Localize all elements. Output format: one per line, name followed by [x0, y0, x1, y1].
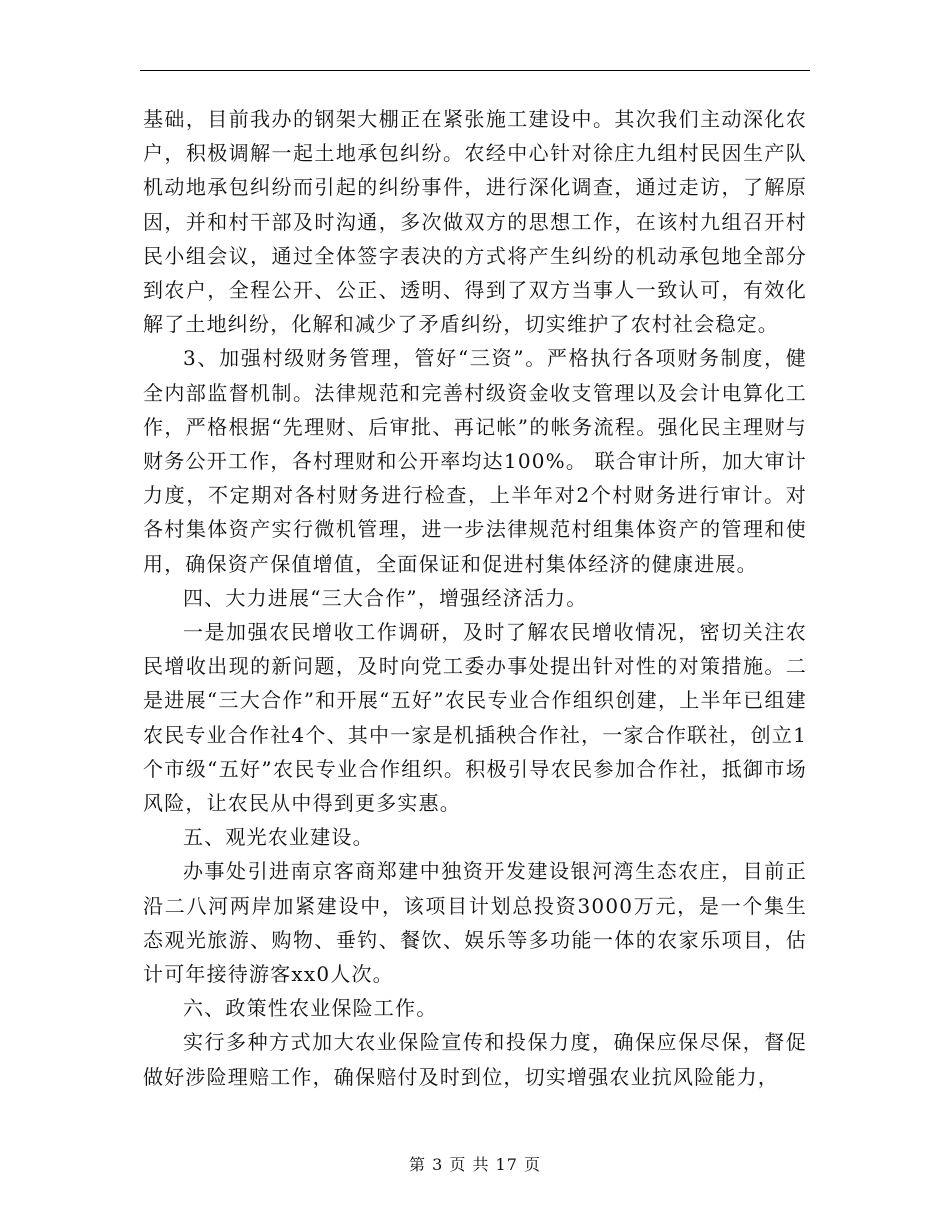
paragraph-land-dispute: 基础，目前我办的钢架大棚正在紧张施工建设中。其次我们主动深化农户，积极调解一起土地承包纠纷。农经中心针对徐庄九组村民因生产队机动地承包纠纷而引起的纠纷事件，进行深化调查，通过走访，了解原因，并和村干部及时沟通，多次做双方的思想工作，在该村九组召开村民小组会议，通过全体签字表决的方式将产生纠纷的机动承包地全部分到农户，全程公开、公正、透明、得到了双方当事人一致认可，有效化解了土地纠纷，化解和减少了矛盾纠纷，切实维护了农村社会稳定。	[143, 107, 807, 337]
paragraph-cooperation: 一是加强农民增收工作调研，及时了解农民增收情况，密切关注农民增收出现的新问题，及时向党工委办事处提出针对性的对策措施。二是进展“三大合作”和开展“五好”农民专业合作组织创建，上半年已组建农民专业合作社4个、其中一家是机插秧合作社，一家合作联社，创立1个市级“五好”农民专业合作组织。积极引导农民参加合作社，抵御市场风险，让农民从中得到更多实惠。	[143, 620, 807, 816]
document-body	[143, 102, 807, 1094]
paragraph-agri-insurance: 实行多种方式加大农业保险宣传和投保力度，确保应保尽保，督促做好涉险理赔工作，确保赔付及时到位，切实增强农业抗风险能力，	[143, 1030, 807, 1089]
paragraph-village-finance: 3、加强村级财务管理，管好“三资”。严格执行各项财务制度，健全内部监督机制。法律规范和完善村级资金收支管理以及会计电算化工作，严格根据“先理财、后审批、再记帐”的帐务流程。强化民主理财与财务公开工作，各村理财和公开率均达100%。 联合审计所，加大审计力度，不定期对各村财务进行检查，上半年对2个村财务进行审计。对各村集体资产实行微机管理，进一步法律规范村组集体资产的管理和使用，确保资产保值增值，全面保证和促进村集体经济的健康进展。	[143, 346, 807, 576]
section-heading-tourism-agriculture: 五、观光农业建设。	[183, 825, 374, 850]
header-rule	[140, 70, 810, 71]
section-heading-cooperation: 四、大力进展“三大合作”，增强经济活力。	[183, 585, 588, 610]
page-number-footer: 第 3 页 共 17 页	[409, 1155, 541, 1174]
paragraph-tourism-agriculture: 办事处引进南京客商郑建中独资开发建设银河湾生态农庄，目前正沿二八河两岸加紧建设中，该项目计划总投资3000万元，是一个集生态观光旅游、购物、垂钓、餐饮、娱乐等多功能一体的农家乐项目，估计可年接待游客xx0人次。	[143, 859, 807, 987]
section-heading-agri-insurance: 六、政策性农业保险工作。	[183, 996, 438, 1021]
